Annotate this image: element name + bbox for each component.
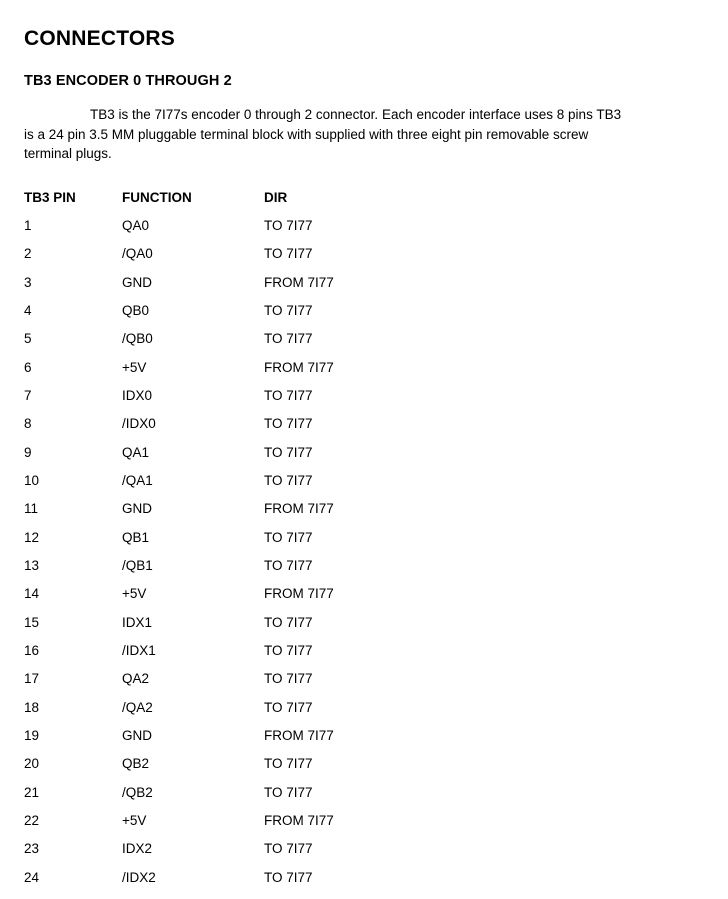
- cell-function: /IDX2: [122, 869, 156, 885]
- cell-dir: TO 7I77: [264, 756, 313, 772]
- cell-function: /QA0: [122, 246, 153, 262]
- table-row: [24, 814, 464, 842]
- cell-function: +5V: [122, 359, 147, 375]
- cell-dir: TO 7I77: [264, 699, 313, 715]
- cell-pin: 11: [24, 501, 39, 517]
- table-row: [24, 842, 464, 870]
- cell-function: +5V: [122, 586, 147, 602]
- cell-pin: 23: [24, 841, 40, 857]
- cell-dir: TO 7I77: [264, 671, 313, 687]
- column-header-function: FUNCTION: [122, 189, 192, 205]
- table-row: [24, 701, 464, 729]
- table-row: [24, 672, 464, 700]
- cell-pin: 9: [24, 444, 32, 460]
- cell-function: QA2: [122, 671, 150, 687]
- cell-pin: 15: [24, 614, 40, 630]
- table-row: [24, 616, 464, 644]
- cell-pin: 24: [24, 869, 40, 885]
- cell-pin: 13: [24, 558, 40, 573]
- cell-function: GND: [122, 728, 152, 744]
- cell-dir: TO 7I77: [264, 331, 313, 347]
- table-row: [24, 247, 464, 275]
- table-row: [24, 276, 464, 304]
- cell-pin: 16: [24, 643, 40, 659]
- cell-pin: 19: [24, 728, 40, 744]
- cell-dir: TO 7I77: [264, 558, 313, 573]
- cell-function: IDX1: [122, 614, 153, 630]
- table-row: [24, 502, 464, 530]
- cell-pin: 20: [24, 756, 40, 772]
- cell-dir: TO 7I77: [264, 529, 313, 545]
- cell-dir: FROM 7I77: [264, 813, 334, 829]
- cell-dir: TO 7I77: [264, 614, 313, 630]
- table-row: [24, 644, 464, 672]
- table-row: [24, 871, 464, 899]
- cell-pin: 7: [24, 387, 32, 403]
- cell-dir: TO 7I77: [264, 302, 313, 318]
- table-header-row: [24, 190, 464, 219]
- cell-function: +5V: [122, 813, 147, 829]
- pinout-table: [24, 190, 464, 899]
- cell-dir: TO 7I77: [264, 246, 313, 262]
- cell-pin: 5: [24, 331, 32, 347]
- cell-pin: 4: [24, 302, 32, 318]
- cell-pin: 1: [24, 217, 32, 233]
- section-heading: TB3 ENCODER 0 THROUGH 2: [24, 73, 232, 90]
- table-row: [24, 531, 464, 559]
- cell-dir: TO 7I77: [264, 416, 313, 432]
- table-row: [24, 219, 464, 247]
- cell-dir: TO 7I77: [264, 869, 313, 885]
- cell-pin: 14: [24, 586, 40, 602]
- cell-function: GND: [122, 501, 152, 517]
- cell-function: IDX2: [122, 841, 153, 857]
- cell-function: /IDX0: [122, 416, 156, 432]
- cell-dir: TO 7I77: [264, 217, 313, 233]
- table-row: [24, 446, 464, 474]
- cell-function: QB1: [122, 529, 150, 545]
- cell-dir: TO 7I77: [264, 841, 313, 857]
- table-row: [24, 786, 464, 814]
- cell-dir: FROM 7I77: [264, 359, 334, 375]
- column-header-pin: TB3 PIN: [24, 189, 76, 205]
- cell-dir: FROM 7I77: [264, 501, 334, 517]
- cell-dir: TO 7I77: [264, 387, 313, 403]
- table-row: [24, 587, 464, 615]
- table-row: [24, 332, 464, 360]
- table-row: [24, 304, 464, 332]
- cell-function: QA0: [122, 217, 150, 233]
- cell-dir: FROM 7I77: [264, 274, 334, 290]
- cell-function: /IDX1: [122, 643, 156, 659]
- cell-pin: 18: [24, 699, 40, 715]
- cell-dir: FROM 7I77: [264, 728, 334, 744]
- cell-pin: 2: [24, 246, 32, 262]
- cell-pin: 8: [24, 416, 32, 432]
- cell-function: /QA1: [122, 472, 153, 488]
- cell-pin: 12: [24, 529, 40, 545]
- cell-function: QB2: [122, 756, 150, 772]
- cell-function: QA1: [122, 444, 150, 460]
- cell-pin: 3: [24, 274, 32, 290]
- cell-pin: 10: [24, 472, 40, 488]
- cell-pin: 6: [24, 359, 32, 375]
- cell-function: /QB0: [122, 331, 153, 347]
- cell-dir: TO 7I77: [264, 472, 313, 488]
- cell-pin: 17: [24, 671, 40, 687]
- table-row: [24, 417, 464, 445]
- table-row: [24, 474, 464, 502]
- page-title: CONNECTORS: [24, 27, 175, 50]
- table-row: [24, 559, 464, 587]
- table-body: [24, 219, 464, 899]
- table-row: [24, 361, 464, 389]
- cell-pin: 22: [24, 813, 40, 829]
- cell-function: /QB1: [122, 558, 153, 573]
- cell-dir: TO 7I77: [264, 643, 313, 659]
- cell-function: /QA2: [122, 699, 153, 715]
- cell-dir: FROM 7I77: [264, 586, 334, 602]
- cell-function: GND: [122, 274, 152, 290]
- table-row: [24, 729, 464, 757]
- table-row: [24, 389, 464, 417]
- cell-function: QB0: [122, 302, 150, 318]
- section-paragraph: TB3 is the 7I77s encoder 0 through 2 connector. Each encoder interface uses 8 pins TB3 is a 24 pin 3.5 MM pluggable terminal block with supplied with three eight pin removable screw terminal plugs.: [24, 107, 622, 162]
- table-row: [24, 757, 464, 785]
- column-header-dir: DIR: [264, 189, 288, 205]
- cell-dir: TO 7I77: [264, 444, 313, 460]
- cell-dir: TO 7I77: [264, 784, 313, 800]
- cell-function: IDX0: [122, 387, 153, 403]
- cell-function: /QB2: [122, 784, 153, 800]
- cell-pin: 21: [24, 784, 40, 800]
